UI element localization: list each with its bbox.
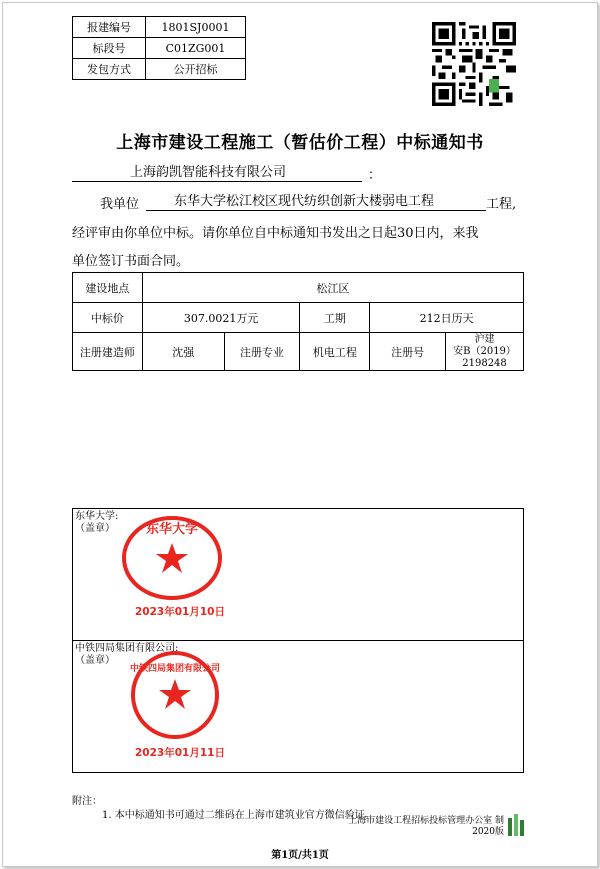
- signature-table: [72, 508, 524, 773]
- contractor-date: 2023年01月11日: [135, 747, 225, 759]
- form-version: 2020版: [472, 827, 504, 837]
- employer-date: 2023年01月10日: [135, 606, 225, 618]
- specialty-value: 机电工程: [300, 333, 370, 371]
- meta-value-contract-method: 公开招标: [146, 59, 246, 80]
- meta-value-section-no: C01ZG001: [146, 38, 246, 59]
- price-label: 中标价: [73, 303, 143, 333]
- employer-seal-text: 东华大学: [145, 522, 199, 537]
- body-suffix: 工程,: [486, 197, 517, 212]
- contractor-name: 中铁四局集团有限公司:: [75, 643, 179, 654]
- employer-name: 东华大学:: [75, 511, 119, 522]
- specialty-label: 注册专业: [224, 333, 300, 371]
- project-underline: [146, 190, 486, 211]
- price-value: 307.0021万元: [142, 303, 300, 333]
- regno-value: [446, 333, 524, 371]
- notes-heading: 附注：: [72, 796, 102, 807]
- contractor-seal-note: （盖章）: [75, 655, 115, 666]
- winner-underline: [72, 161, 362, 182]
- project-meta-table: [72, 16, 246, 80]
- period-label: 工期: [300, 303, 370, 333]
- issuing-office-name: 上海市建设工程招标投标管理办公室 制: [348, 816, 504, 826]
- verification-qr-code[interactable]: [432, 22, 516, 106]
- winning-company: 上海韵凯智能科技有限公司: [130, 165, 287, 180]
- body-line-2: 经评审由你单位中标。请你单位自中标通知书发出之日起30日内，来我: [72, 226, 479, 241]
- regno-line-2: 安B（2019）: [453, 345, 516, 357]
- architect-label: 注册建造师: [73, 333, 143, 371]
- employer-seal: [117, 513, 227, 603]
- meta-label-contract-method: 发包方式: [73, 59, 146, 80]
- document-title: 上海市建设工程施工（暂估价工程）中标通知书: [116, 133, 484, 153]
- issuing-office: [348, 816, 504, 838]
- body-line-3: 单位签订书面合同。: [72, 254, 190, 269]
- employer-seal-note: （盖章）: [75, 523, 115, 534]
- period-value: 212日历天: [370, 303, 524, 333]
- notes-item-1: 1. 本中标通知书可通过二维码在上海市建筑业官方微信验证。: [102, 810, 375, 821]
- award-info-table: [72, 272, 524, 371]
- employer-signature-cell: [73, 509, 524, 641]
- location-value: 松江区: [142, 273, 523, 303]
- regno-line-1: 沪建: [474, 333, 495, 345]
- regno-line-3: 2198248: [462, 357, 507, 369]
- page-number: 第1页/共1页: [271, 850, 329, 861]
- contractor-signature-cell: [73, 641, 524, 773]
- meta-label-registration-no: 报建编号: [73, 17, 146, 38]
- project-name: 东华大学松江校区现代纺织创新大楼弱电工程: [174, 194, 435, 209]
- meta-label-section-no: 标段号: [73, 38, 146, 59]
- meta-value-registration-no: 1801SJ0001: [146, 17, 246, 38]
- office-logo-icon: [508, 814, 524, 836]
- employer-label: [75, 511, 118, 535]
- winner-colon: ：: [368, 168, 382, 183]
- contractor-seal-text: 中铁四局集团有限公司: [129, 664, 221, 674]
- body-prefix: 我单位: [100, 197, 140, 212]
- regno-label: 注册号: [370, 333, 446, 371]
- location-label: 建设地点: [73, 273, 143, 303]
- contractor-seal: [129, 649, 221, 741]
- notes: [72, 795, 375, 823]
- architect-value: 沈强: [142, 333, 224, 371]
